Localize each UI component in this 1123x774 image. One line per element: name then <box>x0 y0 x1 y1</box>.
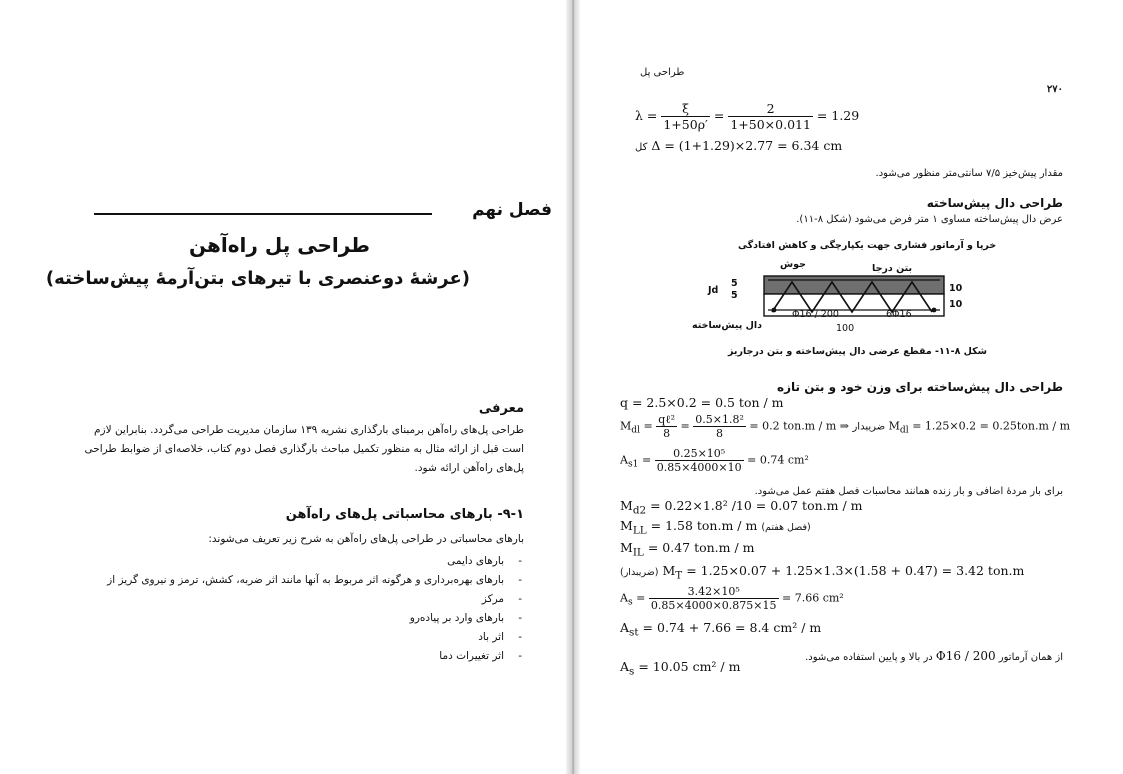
intro-line: است قبل از ارائه مثال به منظور تکمیل مباحث بارگذاری فصل دوم کتاب، خلاصه‌ای از ضوابط طراحی <box>84 443 524 455</box>
chapter-title: طراحی پل راه‌آهن <box>189 233 370 257</box>
load-list <box>81 552 526 666</box>
delta-equation <box>635 138 842 153</box>
eq-subscript: IL <box>632 546 644 559</box>
eq-fraction <box>661 101 710 132</box>
eq-note: ضریبدار <box>852 421 886 433</box>
eq-denominator: 0.85×4000×10 <box>656 461 742 474</box>
list-item: - بارهای بهره‌برداری و هرگونه اثر مربوط به آنها مانند اثر ضربه، کشش، ترمز و نیروی گریز از <box>81 571 526 590</box>
live-load-text: برای بار مردهٔ اضافی و بار زنده همانند محاسبات فصل هفتم عمل می‌شود. <box>754 486 1063 497</box>
figure-label-5b: 5 <box>731 290 738 301</box>
eq-subscript: T <box>675 569 683 582</box>
figure-label-precast: دال پیش‌ساخته <box>692 320 762 331</box>
camber-text: مقدار پیش‌خیز ۷/۵ سانتی‌متر منظور می‌شود. <box>875 168 1063 179</box>
eq-equals: = <box>713 108 725 123</box>
figure-label-weld: جوش <box>780 259 806 270</box>
chapter-subtitle: (عرشهٔ دوعنصری با تیرهای بتن‌آرمهٔ پیش‌ساخته) <box>45 268 470 289</box>
equation-mt: (ضریبدار) $M_T = 1.25\times 0.07 + 1.25\times 1.3\times(1.58 + 0.47) = 3.42$ ton.m <box>620 563 1025 582</box>
list-item: - بارهای دایمی <box>81 552 526 571</box>
eq-rest: = 1.25×0.2 = 0.25ton.m / m <box>912 419 1071 433</box>
figure-label-jd: Jd <box>708 285 719 296</box>
eq-fraction <box>693 413 746 440</box>
figure-label-width: 100 <box>836 323 855 334</box>
eq-fraction <box>655 447 744 474</box>
eq-symbol: M <box>620 419 632 433</box>
slab-cross-section-figure <box>760 270 950 322</box>
eq-rest: = 1.58 ton.m / m <box>650 518 758 533</box>
rebar-dot <box>772 308 777 313</box>
eq-rest: = 0.74 cm² <box>747 453 809 467</box>
delta-value: Δ = (1+1.29)×2.77 = 6.34 cm <box>651 138 843 153</box>
figure-label-truss: خرپا و آرماتور فشاری جهت یکپارچگی و کاهش افتادگی <box>738 240 997 251</box>
slab-heading: طراحی دال پیش‌ساخته <box>926 196 1063 210</box>
eq-denominator: 1+50×0.011 <box>730 117 811 132</box>
figure-label-10a: 10 <box>949 283 963 294</box>
eq-rest: = 0.22×1.8² /10 = 0.07 ton.m / m <box>650 498 863 513</box>
page-number: ۲۷۰ <box>1046 84 1063 95</box>
figure-caption: شکل ۸-۱۱- مقطع عرضی دال پیش‌ساخته و بتن درجاریز <box>728 346 988 357</box>
eq-subscript: s <box>629 665 635 678</box>
eq-numerator: 0.25×10⁵ <box>655 447 744 461</box>
rebar-text <box>805 649 1063 663</box>
equation-md2: $M_{d2} = 0.22\times 1.8^2$ /10 = 0.07 ton.m / m <box>620 498 863 517</box>
eq-result: = 1.29 <box>816 108 860 123</box>
precast-slab <box>764 294 944 316</box>
equation-ast: $A_{st} = 0.74 + 7.66 = 8.4$ cm² / m <box>620 620 822 639</box>
eq-denominator: 8 <box>663 427 671 440</box>
eq-numerator: ξ <box>661 101 710 117</box>
right-page <box>580 0 1123 774</box>
eq-subscript: d2 <box>632 504 647 517</box>
section-heading: ۹-۱- بارهای محاسباتی پل‌های راه‌آهن <box>285 507 524 522</box>
eq-numerator: 3.42×10⁵ <box>649 585 779 599</box>
intro-heading: معرفی <box>478 401 524 416</box>
figure-label-10b: 10 <box>949 299 963 310</box>
eq-rest: = 10.05 cm² / m <box>638 659 741 674</box>
eq-rest: = 0.47 ton.m / m <box>647 540 755 555</box>
rebar-text-value: Φ16 / 200 <box>935 649 996 663</box>
equation-as: $A_s$ = $\frac{\text{3.42×10⁵}}{0.85\times 4000\times 0.875\times 15}$ = 7.66 cm² <box>620 585 844 612</box>
eq-note: (فصل هفتم) <box>761 522 811 533</box>
equation-md: $M_{dl}$ = $\frac{\text{qℓ²}}{8}$ = $\frac{\text{0.5×1.8²}}{8}$ = 0.2 ton.m / m ⇒ ضریبدار $M_{dl} = 1.25\times 0.2 = 0.25ton.m / m$ <box>620 413 1071 440</box>
list-item: - اثر باد <box>81 628 526 647</box>
eq-subscript: st <box>629 626 639 639</box>
intro-paragraph <box>84 421 524 478</box>
eq-subscript: s <box>627 596 633 608</box>
section-intro: بارهای محاسباتی در طراحی پل‌های راه‌آهن به شرح زیر تعریف می‌شوند: <box>208 533 524 545</box>
figure-label-castinplace: بتن درجا <box>872 263 913 274</box>
selfweight-heading: طراحی دال پیش‌ساخته برای وزن خود و بتن تازه <box>777 380 1063 394</box>
equation-mil: $M_{IL} = 0.47$ ton.m / m <box>620 540 755 559</box>
intro-line: پل‌های راه‌آهن ارائه شود. <box>414 462 524 474</box>
eq-denominator: 1+50ρ′ <box>663 117 708 132</box>
rebar-dot <box>932 308 937 313</box>
figure-label-5a: 5 <box>731 278 738 289</box>
list-item: - مرکز <box>81 590 526 609</box>
eq-fraction <box>656 413 677 440</box>
eq-numerator: qℓ² <box>658 413 676 426</box>
rebar-text-pre: از همان آرماتور <box>998 652 1063 663</box>
eq-rest: = 7.66 cm² <box>782 591 844 605</box>
list-item: - اثر تغییرات دما <box>81 647 526 666</box>
eq-rest: = 1.25×0.07 + 1.25×1.3×(1.58 + 0.47) = 3.42 ton.m <box>686 563 1025 578</box>
intro-line: طراحی پل‌های راه‌آهن برمبنای بارگذاری نشریه ۱۳۹ سازمان مدیریت طراحی می‌گردد. بنابراین لازم <box>94 424 524 436</box>
eq-fraction <box>728 101 813 132</box>
list-item: - بارهای وارد بر پیاده‌رو <box>81 609 526 628</box>
figure-label-6phi: 6Φ16 <box>886 309 912 320</box>
eq-symbol: A <box>620 453 628 467</box>
slab-text: عرض دال پیش‌ساخته مساوی ۱ متر فرض می‌شود (شکل ۸-۱۱). <box>796 214 1063 225</box>
eq-subscript: LL <box>632 524 647 537</box>
eq-subscript: dl <box>899 424 909 436</box>
delta-label: کل <box>635 142 648 153</box>
eq-denominator: 0.85×4000×0.875×15 <box>650 599 777 612</box>
lambda-equation <box>635 101 859 132</box>
equation-as1: $A_{s1}$ = $\frac{\text{0.25×10⁵}}{0.85\times 4000\times 10}$ = 0.74 cm² <box>620 447 809 474</box>
eq-numerator: 2 <box>728 101 813 117</box>
eq-lhs: λ = <box>635 108 658 123</box>
eq-note: (ضریبدار) <box>620 567 659 578</box>
eq-subscript: s1 <box>627 458 639 470</box>
chapter-rule <box>94 213 432 215</box>
chapter-label: فصل نهم <box>472 200 552 220</box>
book-gutter <box>566 0 580 774</box>
eq-numerator: 0.5×1.8² <box>695 413 744 426</box>
eq-symbol: M <box>888 419 900 433</box>
equation-q: q = 2.5×0.2 = 0.5 ton / m <box>620 395 784 410</box>
cast-in-place-concrete <box>764 276 944 294</box>
eq-rest: = 0.74 + 7.66 = 8.4 cm² / m <box>642 620 822 635</box>
eq-fraction <box>649 585 779 612</box>
figure-label-phi-spacing: Φ16 / 200 <box>792 309 839 320</box>
rebar-text-post: در بالا و پایین استفاده می‌شود. <box>805 652 933 663</box>
equation-mll: $M_{LL} = 1.58$ ton.m / m (فصل هفتم) <box>620 518 811 537</box>
equation-as-final: $A_s = 10.05$ cm² / m <box>620 659 741 678</box>
eq-denominator: 8 <box>716 427 724 440</box>
running-head: طراحی پل <box>640 67 685 78</box>
eq-subscript: dl <box>631 424 641 436</box>
eq-rest: = 0.2 ton.m / m ⇒ <box>749 419 849 433</box>
